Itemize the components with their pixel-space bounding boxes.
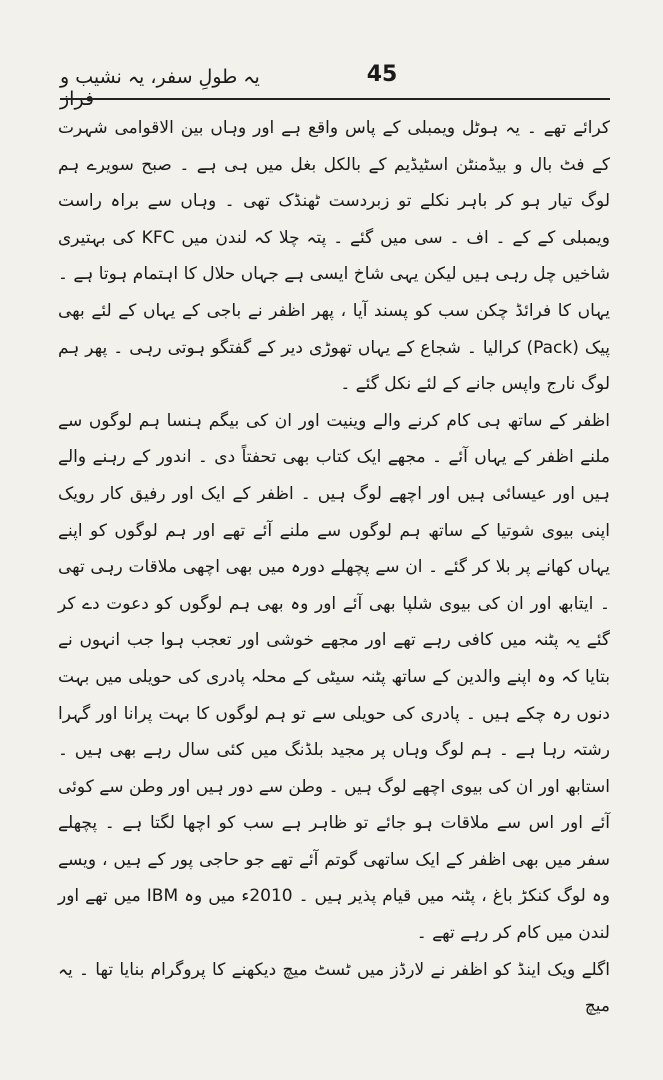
page-number: 45 [366, 62, 398, 87]
header-rule [60, 98, 610, 100]
paragraph-2: اظفر کے ساتھ ہی کام کرنے والے وینیت اور ان کی بیگم ہنسا ہم لوگوں سے ملنے اظفر کے یہاں آئے ۔ مجھے ایک کتاب بھی تحفتاً دی ۔ اندور کے رہنے والے ہیں اور عیسائی ہیں اور اچھے لوگ ہیں ۔ اظفر کے ایک اور رفیق کار رویک اپنی بیوی شوتیا کے ساتھ ہم لوگوں سے ملنے آئے تھے اور ہم لوگوں کو اپنے یہاں کھانے پر بلا کر گئے ۔ ان سے پچھلے دورہ میں بھی اچھی ملاقات رہی تھی ۔ ایتابھ اور ان کی بیوی شلپا بھی آئے اور وہ بھی ہم لوگوں کو دعوت دے کر گئے یہ پٹنہ میں کافی رہے تھے اور مجھے خوشی اور تعجب ہوا جب انہوں نے بتایا کہ وہ اپنے والدین کے ساتھ پٹنہ سیٹی کے محلہ پادری کی حویلی میں بہت دنوں رہ چکے ہیں ۔ پادری کی حویلی سے تو ہم لوگوں کا بہت پرانا اور گہرا رشتہ رہا ہے ۔ ہم لوگ وہاں پر مجید بلڈنگ میں کئی سال رہے بھی ہیں ۔ استابھ اور ان کی بیوی اچھے لوگ ہیں ۔ وطن سے دور ہیں اور وطن سے کوئی آئے اور اس سے ملاقات ہو جائے تو ظاہر ہے سب کو اچھا لگتا ہے ۔ پچھلے سفر میں بھی اظفر کے ایک ساتھی گوتم آئے تھے جو حاجی پور کے ہیں ، ویسے وہ لوگ کنکڑ باغ ، پٹنہ میں قیام پذیر ہیں ۔ 2010ء میں وہ IBM میں تھے اور لندن میں کام کر رہے تھے ۔ [58, 410, 611, 944]
running-title: یہ طولِ سفر، یہ نشیب و فراز [60, 66, 260, 110]
paragraph-1: کرائے تھے ۔ یہ ہوٹل ویمبلی کے پاس واقع ہے اور وہاں بین الاقوامی شہرت کے فٹ بال و بیڈمنٹن اسٹیڈیم کے بالکل بغل میں ہی ہے ۔ صبح سویرے ہم لوگ تیار ہو کر باہر نکلے تو زبردست ٹھنڈک تھی ۔ وہاں سے براہ راست ویمبلی کے کے ۔ اف ۔ سی میں گئے ۔ پتہ چلا کہ لندن میں KFC کی بہتیری شاخیں چل رہی ہیں لیکن یہی شاخ ایسی ہے جہاں حلال کا اہتمام ہوتا ہے ۔ یہاں کا فرائڈ چکن سب کو پسند آیا ، پھر اظفر نے باجی کے یہاں کے لئے بھی پیک (Pack) کرالیا ۔ شجاع کے یہاں تھوڑی دیر کے گفتگو ہوتی رہی ۔ پھر ہم لوگ نارج واپس جانے کے لئے نکل گئے ۔ [58, 118, 610, 395]
page-header [60, 62, 605, 110]
paragraph-3: اگلے ویک اینڈ کو اظفر نے لارڈز میں ٹسٹ میچ دیکھنے کا پروگرام بنایا تھا ۔ یہ میچ [58, 959, 610, 1017]
body-text [58, 110, 610, 1025]
